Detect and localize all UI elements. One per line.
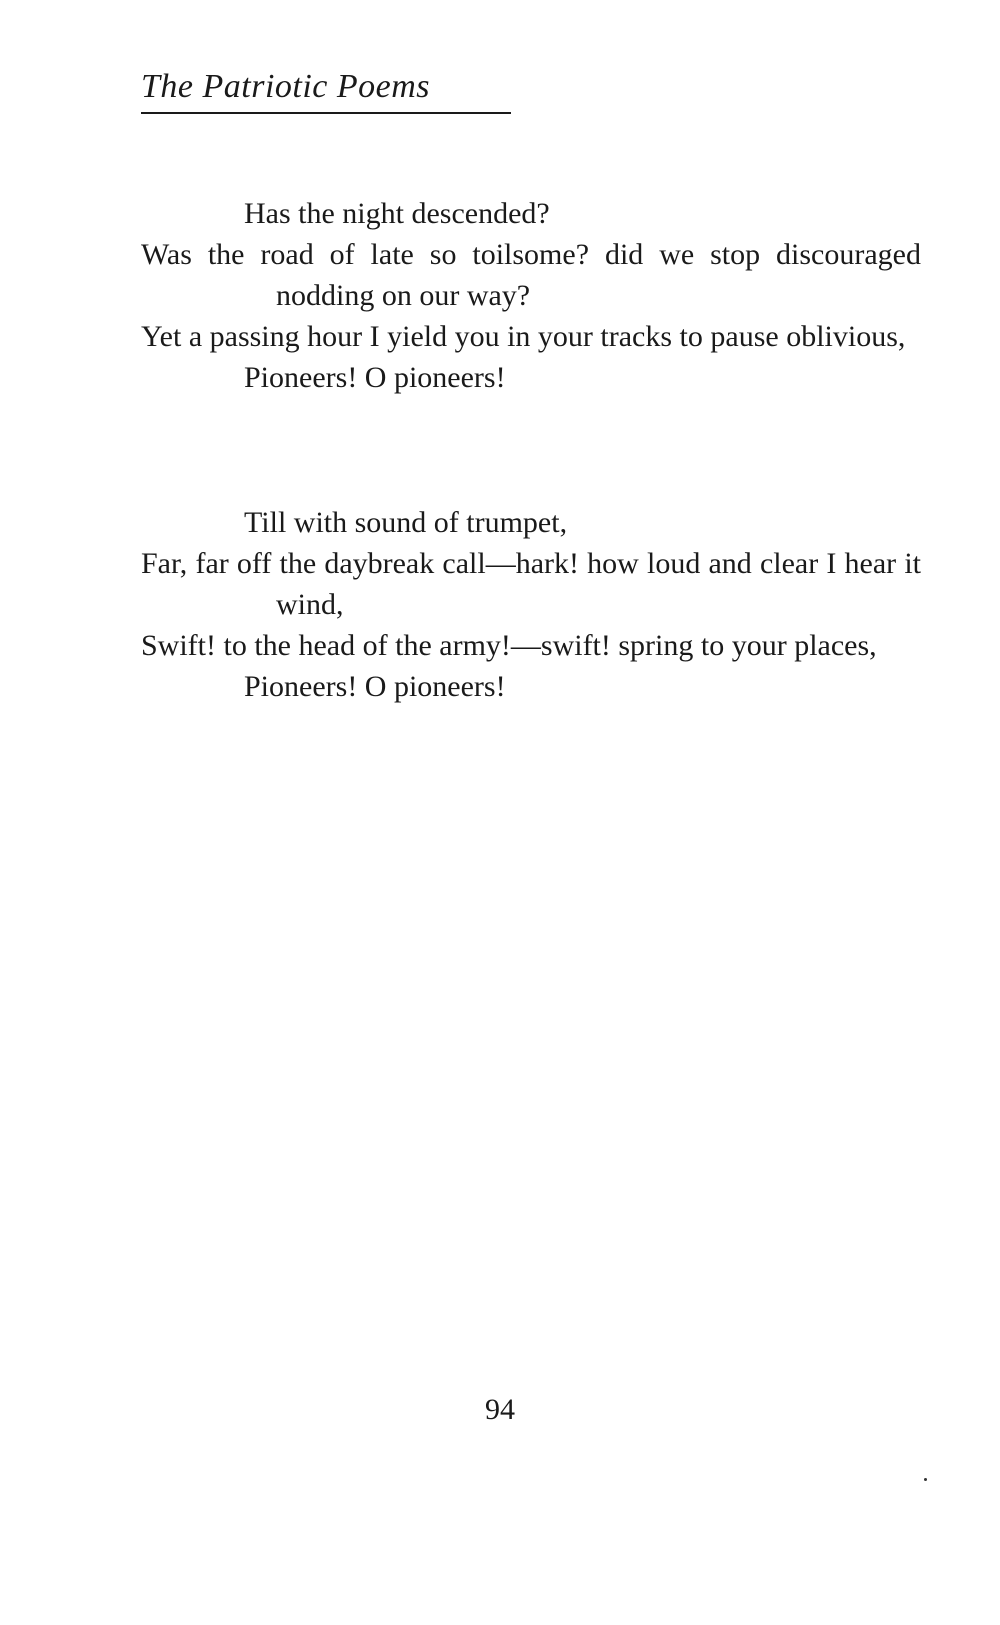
- poem-line: Swift! to the head of the army!—swift! spring to your places,: [141, 629, 877, 662]
- poem-line: Till with sound of trumpet,: [244, 506, 568, 539]
- poem-line: Has the night descended?: [244, 197, 550, 230]
- page-number: 94: [485, 1393, 515, 1426]
- stanza: [141, 502, 921, 707]
- running-head-title: The Patriotic Poems: [141, 64, 511, 114]
- poem-line: Far, far off the daybreak call—hark! how loud and clear I hear it wind,: [141, 547, 921, 621]
- poem-line: Was the road of late so toilsome? did we stop discouraged nodding on our way?: [141, 238, 921, 312]
- poem-refrain: Pioneers! O pioneers!: [244, 361, 506, 394]
- print-speck: [924, 1478, 927, 1481]
- stanza: [141, 193, 921, 398]
- poem-line: Yet a passing hour I yield you in your tracks to pause oblivious,: [141, 320, 906, 353]
- poem-refrain: Pioneers! O pioneers!: [244, 670, 506, 703]
